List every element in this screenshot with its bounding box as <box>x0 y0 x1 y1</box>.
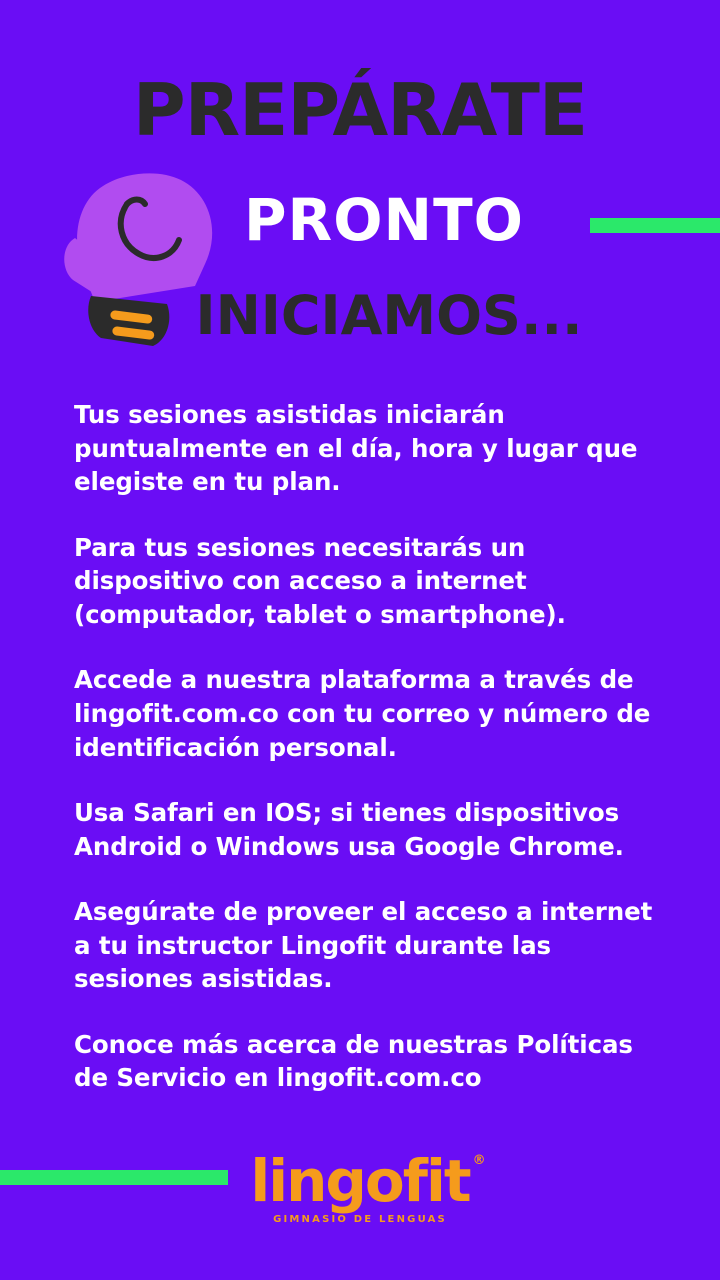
body-paragraph-6: Conoce más acerca de nuestras Políticas de Servicio en lingofit.com.co <box>74 1029 633 1093</box>
body-paragraph-1: Tus sesiones asistidas iniciarán puntualmente en el día, hora y lugar que elegiste en tu plan. <box>74 400 638 497</box>
headline-line-3: INICIAMOS... <box>195 284 583 347</box>
headline-line-1: PREPÁRATE <box>132 68 588 152</box>
boxing-glove-icon <box>55 168 230 348</box>
body-paragraph-4: Usa Safari en IOS; si tienes dispositivos Android o Windows usa Google Chrome. <box>74 798 624 861</box>
body-paragraph-2: Para tus sesiones necesitarás un dispositivo con acceso a internet (computador, tablet o smartphone). <box>74 532 566 629</box>
body-copy <box>74 398 674 1095</box>
body-paragraph-3: Accede a nuestra plataforma a través de lingofit.com.co con tu correo y número de identificación personal. <box>74 665 651 762</box>
body-paragraph-5: Asegúrate de proveer el acceso a internet a tu instructor Lingofit durante las sesiones asistidas. <box>74 897 653 994</box>
logo-tagline: GIMNASIO DE LENGUAS <box>273 1214 447 1225</box>
logo-wordmark <box>250 1147 486 1215</box>
headline-line-2: PRONTO <box>244 186 524 254</box>
logo-wordmark-text: lingofit <box>250 1147 470 1215</box>
brand-logo <box>0 1147 720 1225</box>
registered-trademark-icon: ® <box>472 1153 486 1168</box>
